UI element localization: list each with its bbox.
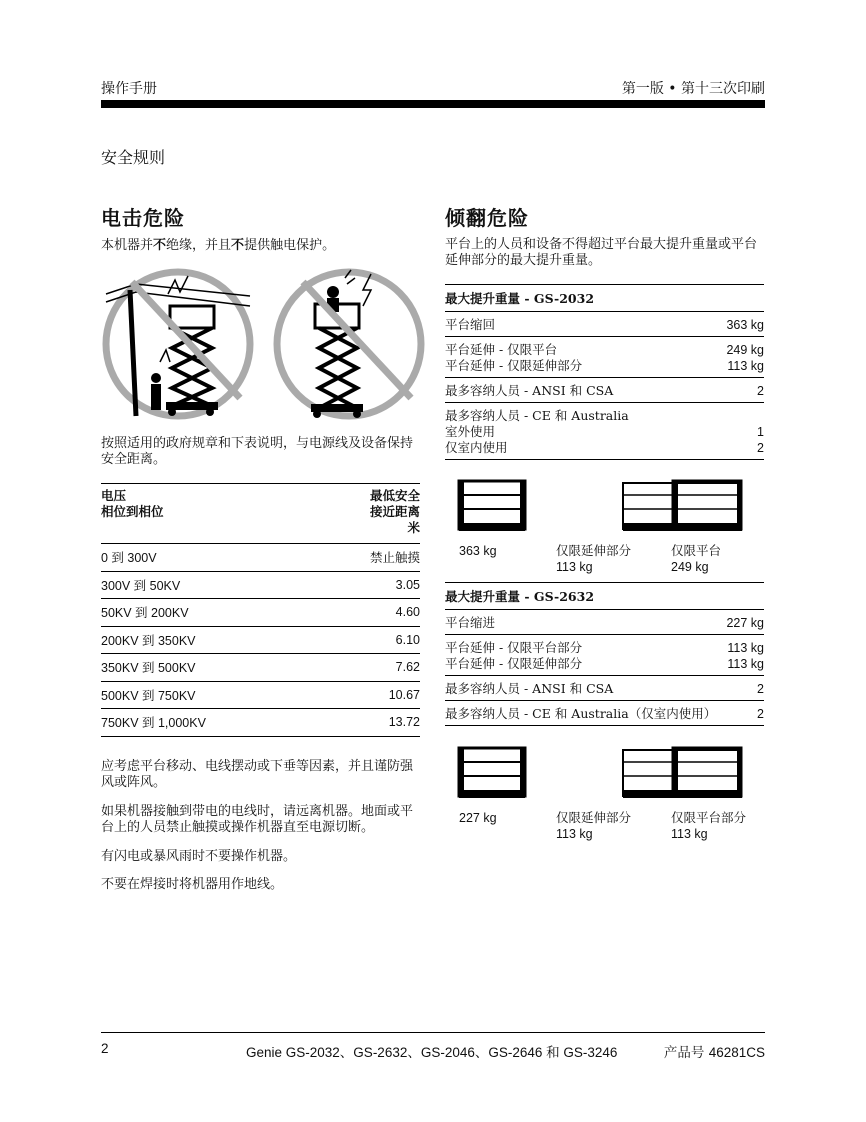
table-row: 300V 到 50KV 3.05 bbox=[101, 572, 420, 600]
page-number: 2 bbox=[101, 1041, 109, 1056]
table-row: 500KV 到 750KV 10.67 bbox=[101, 682, 420, 710]
lightning-note: 有闪电或暴风雨时不要操作机器。 bbox=[101, 849, 297, 864]
capacity-table-gs2032 bbox=[445, 284, 764, 460]
table-row: 平台延伸 - 仅限平台 249 kg 平台延伸 - 仅限延伸部分 113 kg bbox=[445, 337, 764, 378]
table-row: 200KV 到 350KV 6.10 bbox=[101, 627, 420, 655]
table-row: 最多容纳人员 - CE 和 Australia（仅室内使用） 2 bbox=[445, 701, 764, 726]
distance-header-2: 接近距离 bbox=[369, 504, 420, 519]
section-title: 安全规则 bbox=[101, 148, 166, 167]
platform-retracted-icon bbox=[457, 746, 529, 800]
fig-extension-only: 仅限延伸部分 113 kg bbox=[556, 810, 632, 841]
platform-extended-icon bbox=[621, 479, 745, 533]
footer-rule bbox=[101, 1032, 765, 1033]
fig-extension-only: 仅限延伸部分 113 kg bbox=[556, 543, 632, 574]
footer-models: Genie GS-2032、GS-2632、GS-2046、GS-2646 和 GS-3246 bbox=[246, 1045, 618, 1060]
table-row: 最多容纳人员 - CE 和 Australia 室外使用 1 仅室内使用 2 bbox=[445, 403, 764, 460]
header-manual-title: 操作手册 bbox=[101, 81, 157, 97]
table-row: 50KV 到 200KV 4.60 bbox=[101, 599, 420, 627]
header-edition: 第一版 • 第十三次印刷 bbox=[621, 81, 765, 97]
fig-platform-only: 仅限平台 249 kg bbox=[671, 543, 722, 574]
voltage-distance-table bbox=[101, 483, 420, 737]
unit-header: 米 bbox=[407, 520, 420, 535]
distance-note: 按照适用的政府规章和下表说明，与电源线及设备保持安全距离。 bbox=[101, 436, 414, 467]
table-row: 最多容纳人员 - ANSI 和 CSA 2 bbox=[445, 378, 764, 403]
fig-platform-only: 仅限平台部分 113 kg bbox=[671, 810, 747, 841]
tipover-intro: 平台上的人员和设备不得超过平台最大提升重量或平台延伸部分的最大提升重量。 bbox=[445, 237, 758, 268]
table-row: 750KV 到 1,000KV 13.72 bbox=[101, 709, 420, 737]
table-header bbox=[101, 484, 420, 544]
table-row: 平台缩回 363 kg bbox=[445, 312, 764, 337]
platform-retracted-icon bbox=[457, 479, 529, 533]
table-row: 350KV 到 500KV 7.62 bbox=[101, 654, 420, 682]
fig-retracted-weight: 363 kg bbox=[459, 544, 497, 558]
table-row: 平台缩进 227 kg bbox=[445, 610, 764, 635]
welding-note: 不要在焊接时将机器用作地线。 bbox=[101, 877, 284, 892]
no-power-lines-illustration bbox=[100, 266, 260, 426]
capacity-title: 最大提升重量 - GS-2632 bbox=[445, 582, 764, 610]
no-lightning-illustration bbox=[271, 266, 431, 426]
platform-extended-icon bbox=[621, 746, 745, 800]
fig-retracted-weight: 227 kg bbox=[459, 811, 497, 825]
contact-note: 如果机器接触到带电的电线时，请远离机器。地面或平台上的人员禁止触摸或操作机器直至电源切断。 bbox=[101, 804, 414, 835]
capacity-table-gs2632 bbox=[445, 582, 764, 726]
electrocution-intro: 本机器并不绝缘，并且不提供触电保护。 bbox=[101, 237, 336, 253]
capacity-title: 最大提升重量 - GS-2032 bbox=[445, 284, 764, 312]
table-row: 平台延伸 - 仅限平台部分 113 kg 平台延伸 - 仅限延伸部分 113 kg bbox=[445, 635, 764, 676]
voltage-header: 电压 bbox=[101, 488, 127, 503]
tipover-heading: 倾翻危险 bbox=[445, 206, 529, 230]
footer-part-number: 产品号 46281CS bbox=[663, 1045, 765, 1061]
table-row: 0 到 300V 禁止触摸 bbox=[101, 544, 420, 572]
phase-header: 相位到相位 bbox=[101, 504, 164, 519]
table-row: 最多容纳人员 - ANSI 和 CSA 2 bbox=[445, 676, 764, 701]
wind-note: 应考虑平台移动、电线摆动或下垂等因素，并且谨防强风或阵风。 bbox=[101, 759, 414, 790]
electrocution-heading: 电击危险 bbox=[101, 206, 185, 230]
header-rule bbox=[101, 100, 765, 108]
distance-header: 最低安全 bbox=[369, 488, 420, 503]
